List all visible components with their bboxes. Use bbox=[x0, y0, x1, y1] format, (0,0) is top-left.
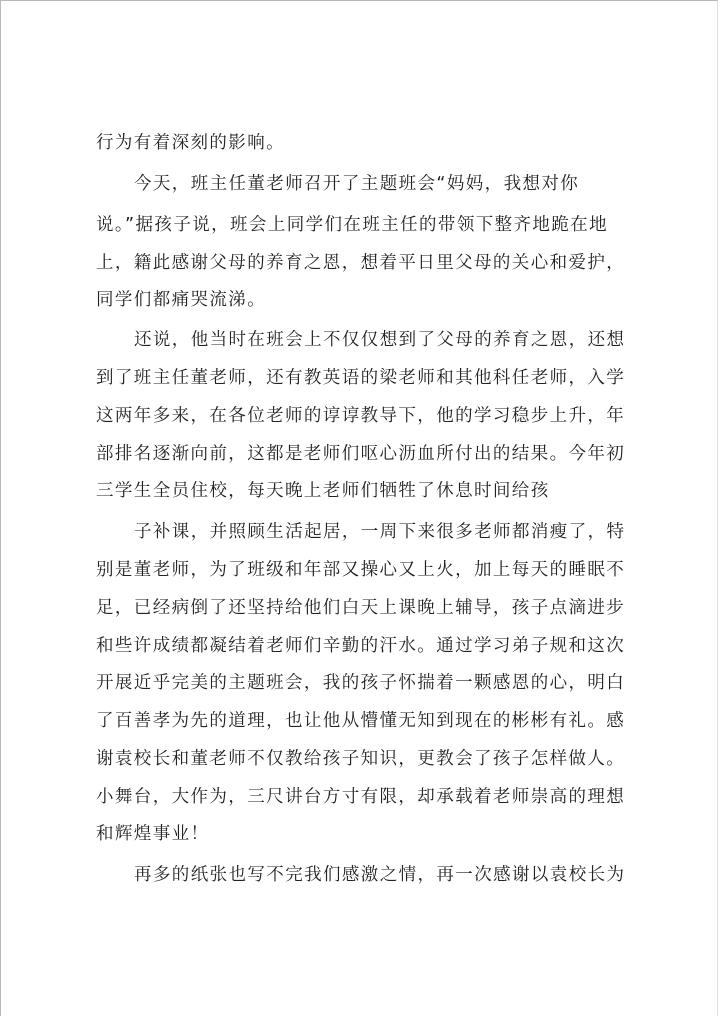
text-line: 了百善孝为先的道理，也让他从懵懂无知到现在的彬彬有礼。感 bbox=[96, 711, 626, 731]
text-line: 三学生全员住校，每天晚上老师们牺牲了休息时间给孩 bbox=[96, 481, 550, 501]
text-line: 再多的纸张也写不完我们感激之情，再一次感谢以袁校长为 bbox=[134, 865, 626, 885]
text-line: 说。”据孩子说，班会上同学们在班主任的带领下整齐地跪在地 bbox=[96, 215, 609, 235]
text-line: 小舞台，大作为，三尺讲台方寸有限，却承载着老师崇高的理想 bbox=[96, 787, 626, 807]
text-line: 同学们都痛哭流涕。 bbox=[96, 290, 267, 310]
text-line: 谢袁校长和董老师不仅教给孩子知识，更教会了孩子怎样做人。 bbox=[96, 749, 626, 769]
text-line: 部排名逐渐向前，这都是老师们呕心沥血所付出的结果。今年初 bbox=[96, 444, 626, 464]
text-line: 别是董老师，为了班级和年部又操心又上火，加上每天的睡眠不 bbox=[96, 560, 626, 580]
text-line: 和辉煌事业！ bbox=[96, 824, 210, 844]
text-line: 开展近乎完美的主题班会，我的孩子怀揣着一颗感恩的心，明白 bbox=[96, 673, 626, 693]
text-line: 今天，班主任董老师召开了主题班会“妈妈，我想对你 bbox=[134, 174, 580, 194]
text-line: 和些许成绩都凝结着老师们辛勤的汗水。通过学习弟子规和这次 bbox=[96, 636, 626, 656]
text-line: 这两年多来，在各位老师的谆谆教导下，他的学习稳步上升，年 bbox=[96, 406, 626, 426]
text-line: 足，已经病倒了还坚持给他们白天上课晚上辅导，孩子点滴进步 bbox=[96, 598, 626, 618]
text-line: 还说，他当时在班会上不仅仅想到了父母的养育之恩，还想 bbox=[134, 330, 626, 350]
text-line: 到了班主任董老师，还有教英语的梁老师和其他科任老师，入学 bbox=[96, 368, 626, 388]
text-line: 行为有着深刻的影响。 bbox=[96, 133, 285, 153]
text-line: 子补课，并照顾生活起居，一周下来很多老师都消瘦了，特 bbox=[134, 522, 626, 542]
text-line: 上，籍此感谢父母的养育之恩，想着平日里父母的关心和爱护， bbox=[96, 253, 626, 273]
